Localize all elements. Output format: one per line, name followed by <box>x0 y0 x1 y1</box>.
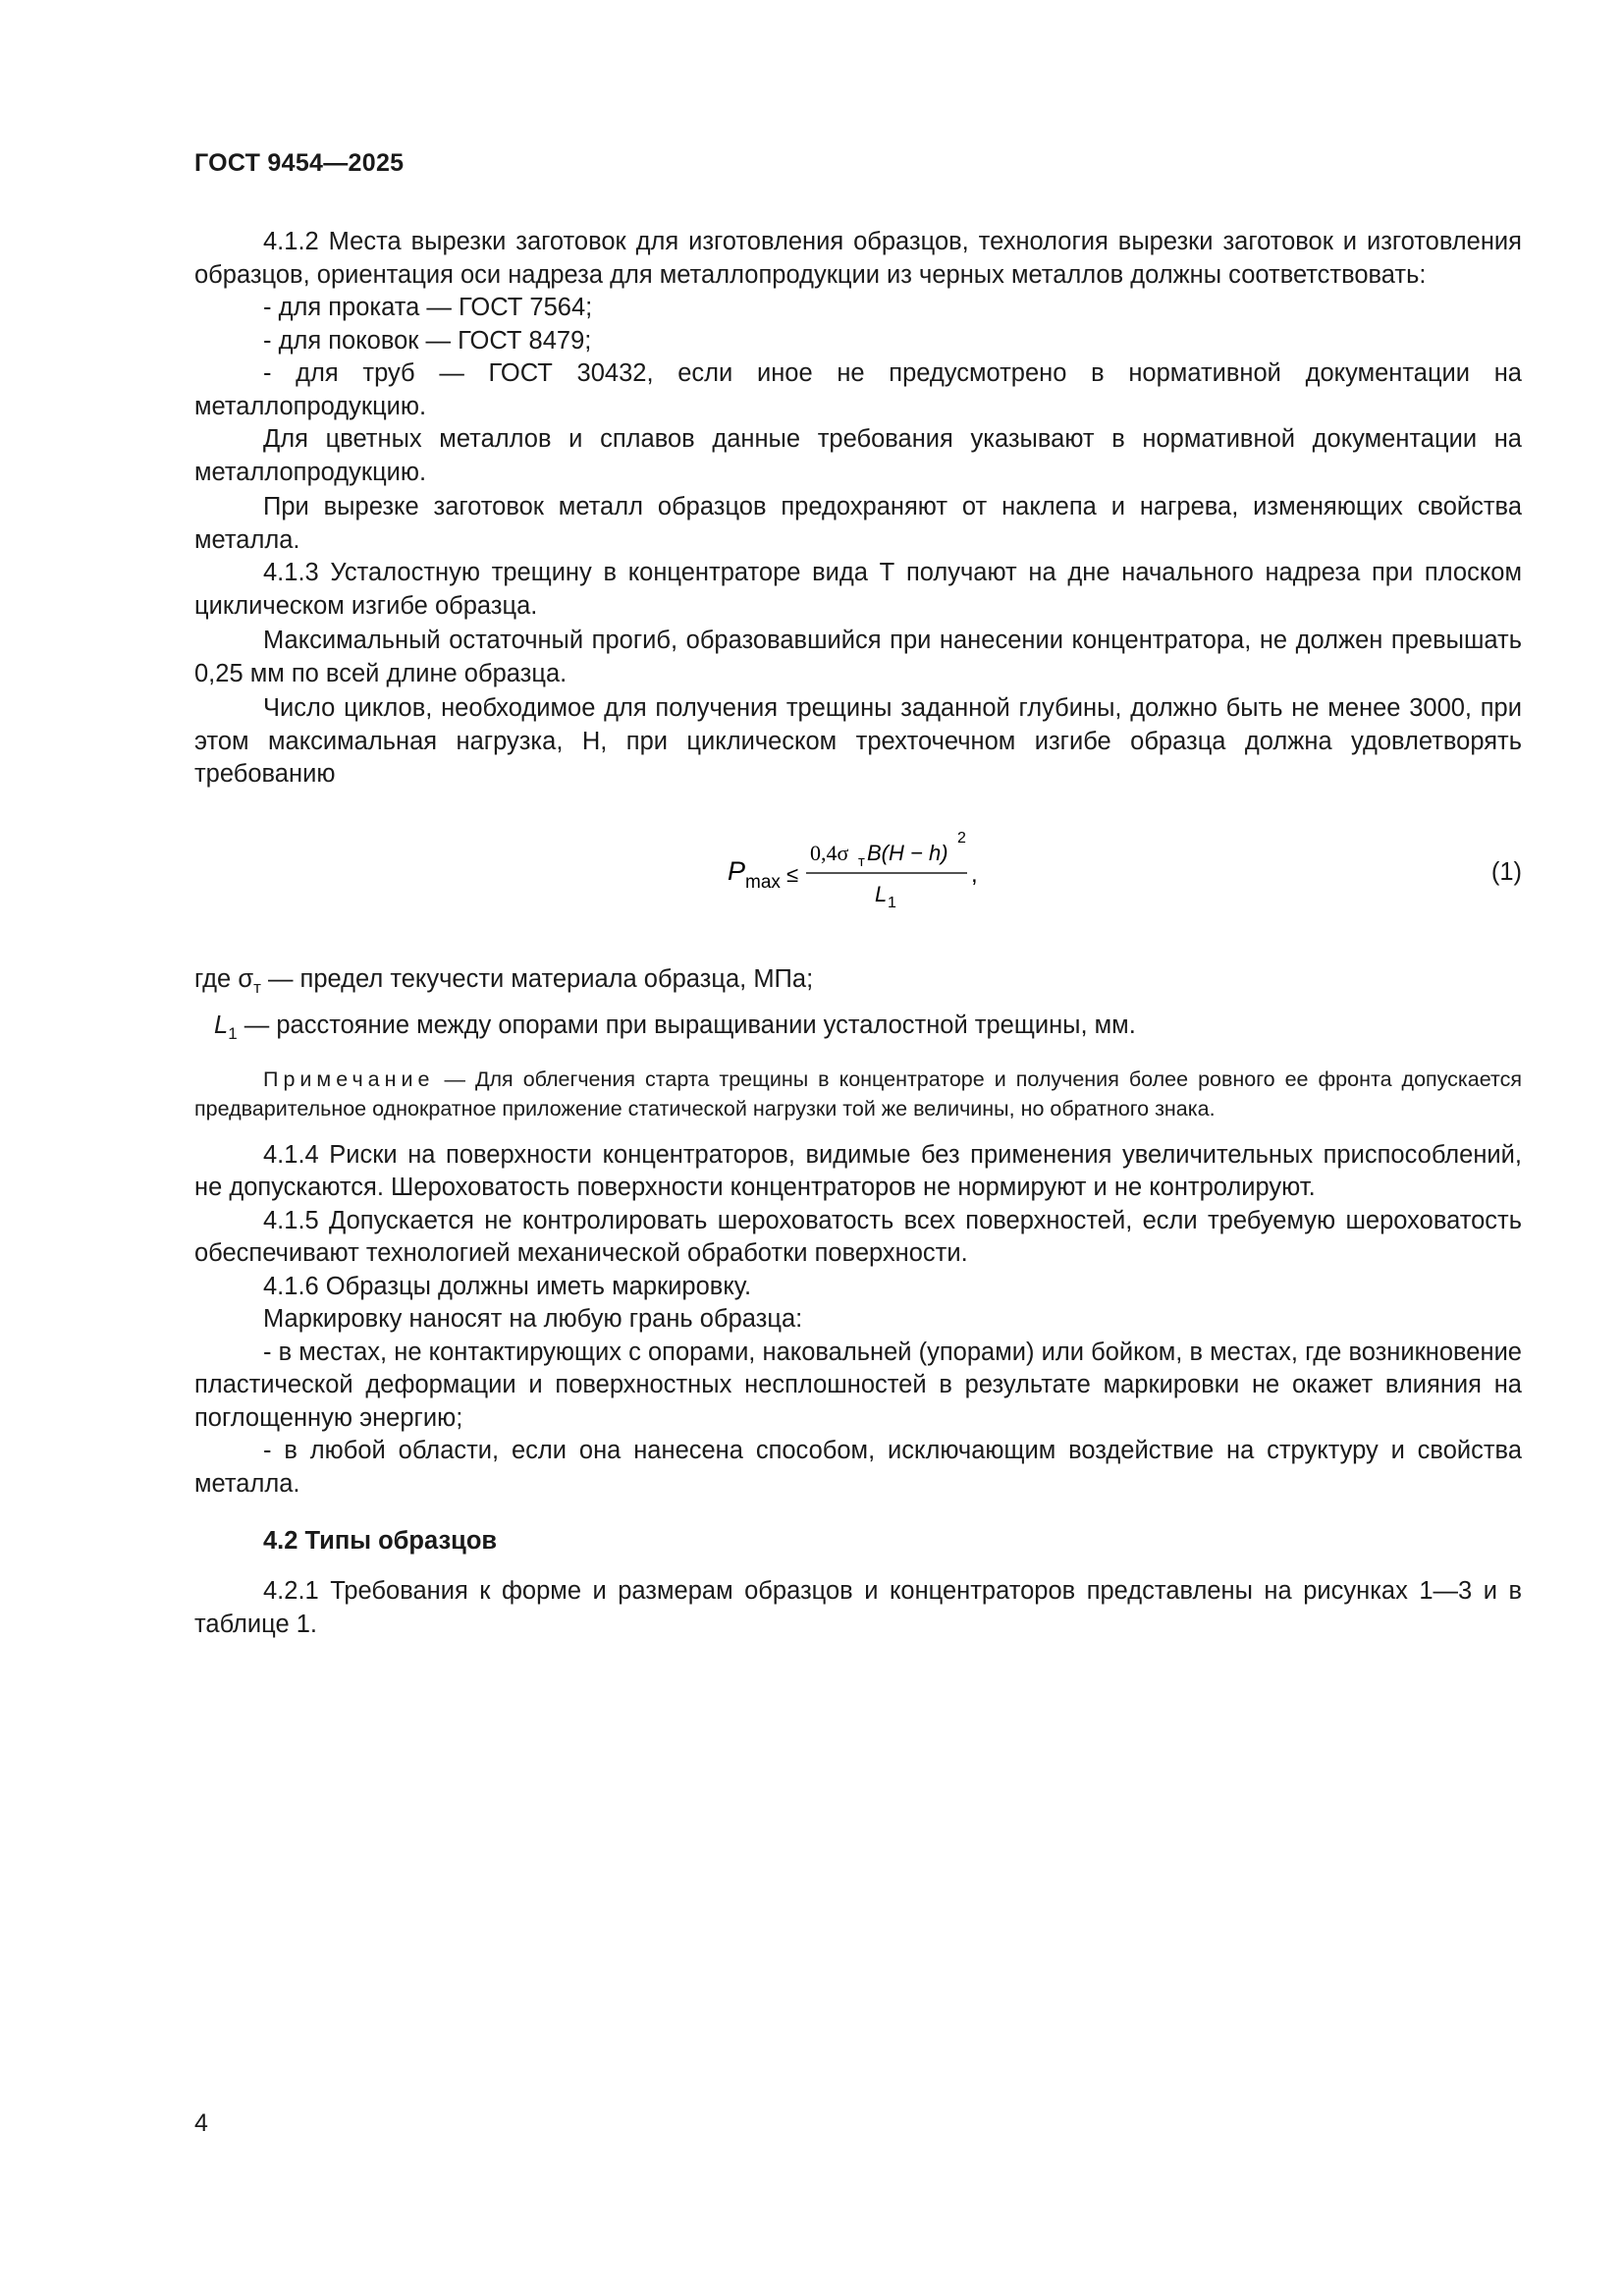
list-item-marking-places: - в местах, не контактирующих с опорами, наковальней (упорами) или бойком, в местах, где возникновение пластической деформации и поверхностных несплошностей в результате маркировки не окажет влияния на поглощенную энергию; <box>194 1338 1522 1432</box>
note <box>194 1065 1522 1123</box>
formula-numerator-rest: B(H − h) <box>867 840 948 865</box>
list-item-forgings: - для поковок — ГОСТ 8479; <box>263 326 592 355</box>
list-item-rolled: - для проката — ГОСТ 7564; <box>263 294 593 321</box>
formula-numerator: 0,4σ <box>810 840 849 865</box>
legend-text: — расстояние между опорами при выращивании усталостной трещины, мм. <box>243 1011 1136 1039</box>
paragraph-nonferrous: Для цветных металлов и сплавов данные требования указывают в нормативной документации на металлопродукцию. <box>194 425 1522 486</box>
paragraph-deflection: Максимальный остаточный прогиб, образовавшийся при нанесении концентратора, не должен превышать 0,25 мм по всей длине образца. <box>194 627 1522 687</box>
formula-lhs-subscript: max <box>745 871 781 893</box>
paragraph-4-2-1: 4.2.1 Требования к форме и размерам образцов и концентраторов представлены на рисунках 1—3 и в таблице 1. <box>194 1577 1522 1638</box>
formula-expression <box>720 819 1014 917</box>
formula-comma: , <box>971 860 978 888</box>
list-item-pipes: - для труб — ГОСТ 30432, если иное не предусмотрено в нормативной документации на металлопродукцию. <box>194 359 1522 420</box>
paragraph-marking: Маркировку наносят на любую грань образца: <box>263 1305 803 1334</box>
legend-row-l1 <box>194 1009 1522 1051</box>
note-label: Примечание <box>263 1066 435 1091</box>
paragraph-4-1-3: 4.1.3 Усталостную трещину в концентраторе вида Т получают на дне начального надреза при плоском циклическом изгибе образца. <box>194 559 1522 620</box>
formula-legend <box>194 962 1522 1051</box>
formula-numerator-subscript: т <box>858 852 865 870</box>
formula-denominator-subscript: 1 <box>888 894 896 911</box>
formula-denominator: L <box>875 881 888 906</box>
document-header: ГОСТ 9454—2025 <box>194 149 405 177</box>
formula-lhs: P <box>728 855 746 886</box>
formula-relation: ≤ <box>786 861 799 887</box>
formula-1 <box>194 819 1522 927</box>
paragraph-cycles: Число циклов, необходимое для получения трещины заданной глубины, должно быть не менее 3000, при этом максимальная нагрузка, Н, при циклическом трехточечном изгибе образца должна удовлетворять требованию <box>194 694 1522 788</box>
paragraph-cutting: При вырезке заготовок металл образцов предохраняют от наклепа и нагрева, изменяющих свойства металла. <box>194 493 1522 554</box>
section-heading: 4.2 Типы образцов <box>263 1527 498 1556</box>
paragraphs-group-2 <box>194 1139 1522 1502</box>
legend-symbol: $\sigma_т$ <box>238 964 261 997</box>
page-number: 4 <box>194 2109 208 2137</box>
legend-symbol: $L_1$ <box>214 1011 238 1043</box>
legend-intro: где <box>194 964 232 993</box>
legend-row-sigma <box>194 962 1522 1005</box>
paragraph-4-1-5: 4.1.5 Допускается не контролировать шероховатость всех поверхностей, если требуемую шероховатость обеспечивают технологией механической обработки поверхности. <box>194 1206 1522 1268</box>
note-text: — Для облегчения старта трещины в концентраторе и получения более ровного ее фронта допускается предварительное однократное приложение статической нагрузки той же величины, но обратного знака. <box>194 1066 1522 1121</box>
paragraph-4-1-6: 4.1.6 Образцы должны иметь маркировку. <box>263 1272 752 1300</box>
formula-exponent: 2 <box>957 829 966 847</box>
document-body <box>194 226 1522 1641</box>
paragraph-4-1-4: 4.1.4 Риски на поверхности концентраторов, видимые без применения увеличительных приспособлений, не допускаются. Шероховатость поверхности концентраторов не нормируют и не контролируют. <box>194 1140 1522 1202</box>
formula-number: (1) <box>1490 857 1522 886</box>
paragraph-4-1-2: 4.1.2 Места вырезки заготовок для изготовления образцов, технология вырезки заготовок и изготовления образцов, ориентация оси надреза для металлопродукции из черных металлов должны соответствовать: <box>194 228 1522 289</box>
paragraphs-group-3 <box>194 1575 1522 1641</box>
list-item-marking-any: - в любой области, если она нанесена способом, исключающим воздействие на структуру и свойства металла. <box>194 1437 1522 1498</box>
legend-text: — предел текучести материала образца, МПа; <box>267 964 814 993</box>
